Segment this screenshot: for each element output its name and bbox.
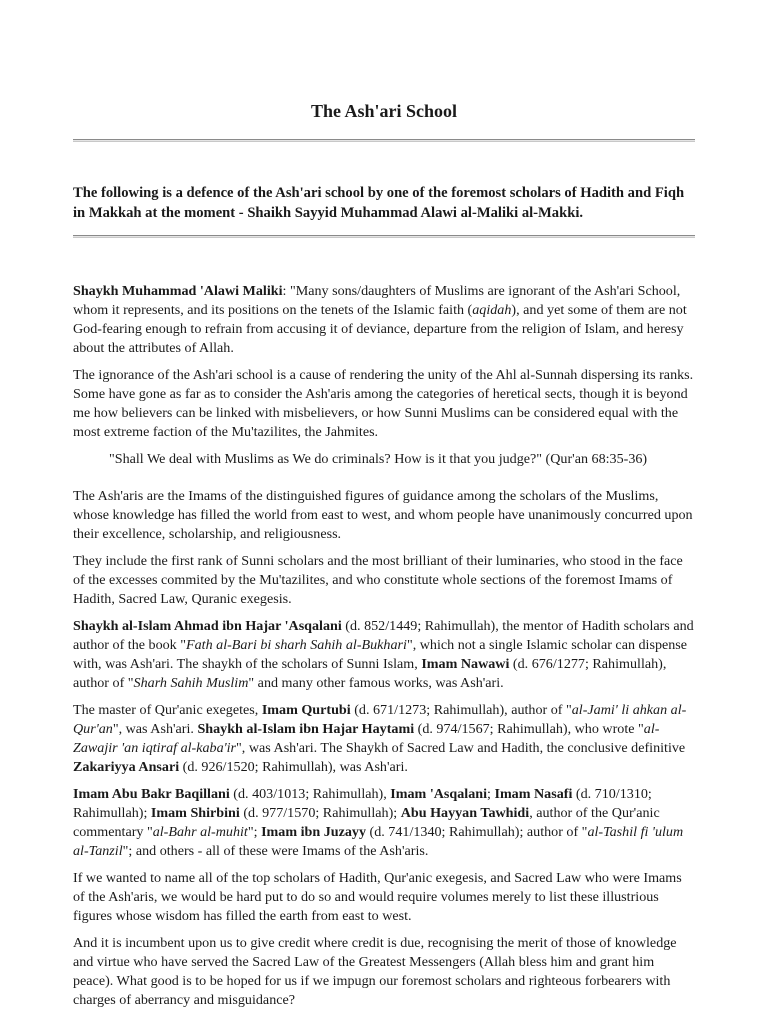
italic-text: al-Bahr al-muhit (152, 824, 248, 840)
text-run: (d. 710/1310; Rahimullah); (73, 786, 652, 821)
quote-paragraph (109, 450, 697, 469)
text-run: , author of the Qur'anic commentary " (73, 805, 660, 840)
text-run: The ignorance of the Ash'ari school is a cause of rendering the unity of the Ahl al-Sunnah dispersing its ranks. Some have gone as far as to consider the Ash'aris among the categories of heretical sects, though it is beyond me how believers can be linked with misbelievers, or how Sunni Muslims can be considered equal with the most extreme faction of the Mu'tazilites, the Jahmites. (73, 367, 694, 440)
body-paragraph (73, 785, 697, 861)
italic-text: al-Jami' li ahkan al-Qur'an (73, 702, 687, 737)
divider-intro (73, 235, 695, 238)
text-run: If we wanted to name all of the top scholars of Hadith, Qur'anic exegesis, and Sacred Law who were Imams of the Ash'aris, we would be hard put to do so and would require volumes merely to list these illustrious figures whose wisdom has filled the earth from east to west. (73, 870, 682, 924)
article-body (73, 282, 697, 1018)
text-run: (d. 676/1277; Rahimullah), author of " (73, 656, 667, 691)
page-title: The Ash'ari School (310, 101, 458, 121)
body-paragraph (73, 617, 697, 693)
text-run: (d. 926/1520; Rahimullah), was Ash'ari. (179, 759, 408, 775)
italic-text: al-Zawajir 'an iqtiraf al-kaba'ir (73, 721, 660, 756)
text-run: (d. 671/1273; Rahimullah), author of " (350, 702, 572, 718)
bold-text: Imam Shirbini (150, 805, 240, 821)
bold-text: Imam ibn Juzayy (261, 824, 366, 840)
body-paragraph (73, 282, 697, 358)
body-paragraph (73, 701, 697, 777)
text-run: They include the first rank of Sunni scholars and the most brilliant of their luminaries, who stood in the face of the excesses commited by the Mu'tazilites, and who constitute whole sections of the foremost Imams of Hadith, Sacred Law, Quranic exegesis. (73, 553, 683, 607)
italic-text: Fath al-Bari bi sharh Sahih al-Bukhari (186, 637, 407, 653)
text-run: "; and others - all of these were Imams of the Ash'aris. (122, 843, 429, 859)
italic-text: aqidah (472, 302, 512, 318)
intro-paragraph: The following is a defence of the Ash'ari school by one of the foremost scholars of Hadith and Fiqh in Makkah at the moment - Shaikh Sayyid Muhammad Alawi al-Maliki al-Makki. (73, 185, 685, 221)
text-run: ; (487, 786, 495, 802)
text-run: (d. 977/1570; Rahimullah); (239, 805, 401, 821)
text-run: ", which not a single Islamic scholar can dispense with, was Ash'ari. The shaykh of the scholars of Sunni Islam, (73, 637, 688, 672)
divider-top (73, 139, 695, 142)
text-run: The master of Qur'anic exegetes, (73, 702, 262, 718)
text-run: And it is incumbent upon us to give credit where credit is due, recognising the merit of those of knowledge and virtue who have served the Sacred Law of the Greatest Messengers (Allah bless him and grant him peace). What good is to be hoped for us if we impugn our foremost scholars and righteous forbearers with charges of aberrancy and misguidance? (73, 935, 677, 1008)
body-paragraph (73, 869, 697, 926)
text-run: ", was Ash'ari. The Shaykh of Sacred Law and Hadith, the conclusive definitive (236, 740, 686, 756)
body-paragraph (73, 487, 697, 544)
bold-text: Imam Qurtubi (261, 702, 351, 718)
italic-text: al-Tashil fi 'ulum al-Tanzil (73, 824, 684, 859)
bold-text: Shaykh al-Islam ibn Hajar Haytami (197, 721, 415, 737)
bold-text: Shaykh Muhammad 'Alawi Maliki (73, 283, 283, 299)
bold-text: Zakariyya Ansari (73, 759, 180, 775)
bold-text: Shaykh al-Islam Ahmad ibn Hajar 'Asqalani (73, 618, 342, 634)
text-run: "Shall We deal with Muslims as We do criminals? How is it that you judge?" (Qur'an 68:35-36) (109, 451, 648, 467)
text-run: " and many other famous works, was Ash'ari. (248, 675, 504, 691)
italic-text: Sharh Sahih Muslim (133, 675, 249, 691)
text-run: "; (247, 824, 262, 840)
body-paragraph (73, 552, 697, 609)
text-run: (d. 403/1013; Rahimullah), (229, 786, 391, 802)
text-run: (d. 741/1340; Rahimullah); author of " (366, 824, 588, 840)
text-run: (d. 852/1449; Rahimullah), the mentor of Hadith scholars and author of the book " (73, 618, 694, 653)
bold-text: Abu Hayyan Tawhidi (400, 805, 530, 821)
body-paragraph (73, 366, 697, 442)
body-paragraph (73, 934, 697, 1010)
bold-text: Imam Nasafi (494, 786, 573, 802)
text-run: The Ash'aris are the Imams of the distinguished figures of guidance among the scholars of the Muslims, whose knowledge has filled the world from east to west, and whom people have unanimously concurred upon their excellence, scholarship, and religiousness. (73, 488, 693, 542)
bold-text: Imam Nawawi (421, 656, 510, 672)
text-run: : "Many sons/daughters of Muslims are ignorant of the Ash'ari School, whom it represents, and its positions on the tenets of the Islamic faith ( (73, 283, 681, 318)
text-run: ", was Ash'ari. (112, 721, 198, 737)
text-run: ), and yet some of them are not God-fearing enough to refrain from accusing it of deviance, departure from the religion of Islam, and heresy about the attributes of Allah. (73, 302, 687, 356)
bold-text: Imam 'Asqalani (390, 786, 487, 802)
bold-text: Imam Abu Bakr Baqillani (73, 786, 230, 802)
text-run: (d. 974/1567; Rahimullah), who wrote " (414, 721, 644, 737)
